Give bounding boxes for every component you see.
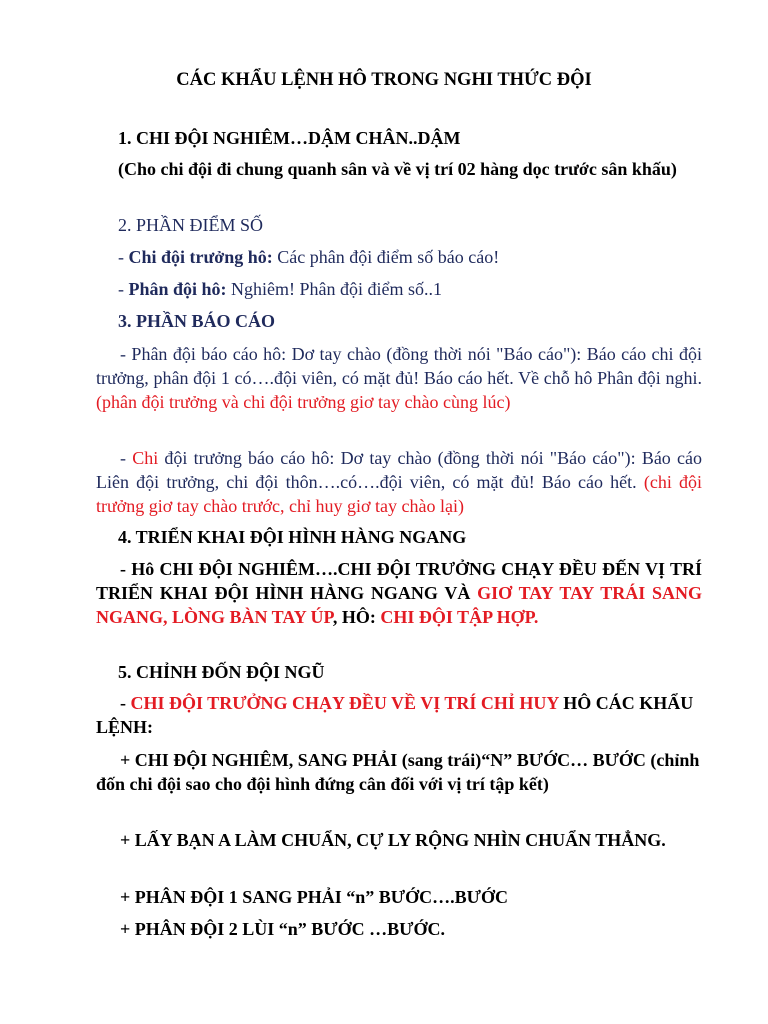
section-4-red-1: GIƠ TAY TAY TRÁI SANG NGANG, LÒNG BÀN TAY ÚP [96, 583, 703, 627]
section-3-paragraph-1 [96, 342, 702, 414]
section-3-p2-red-note: (chi đội trưởng giơ tay chào trước, chỉ huy giơ tay chào lại) [96, 472, 702, 516]
section-3-p2-text: đội trưởng báo cáo hô: Dơ tay chào (đồng thời nói "Báo cáo"): Báo cáo Liên đội trưởng, chi đội thôn….có….đội viên, có mặt đủ! Báo cáo hết. [96, 448, 702, 492]
section-5-paragraph-1 [96, 691, 702, 739]
section-2-line-1 [118, 245, 724, 269]
section-3-paragraph-2 [96, 446, 702, 518]
section-4-paragraph [96, 557, 702, 629]
section-3-heading: 3. PHẦN BÁO CÁO [118, 311, 275, 331]
chi-doi-truong-text: Các phân đội điểm số báo cáo! [272, 247, 500, 267]
section-4-text: - Hô CHI ĐỘI NGHIÊM….CHI ĐỘI TRƯỞNG CHẠY ĐỀU ĐẾN VỊ TRÍ TRIỂN KHAI ĐỘI HÌNH HÀNG NGANG VÀ [96, 559, 702, 603]
section-2-heading: 2. PHẦN ĐIỂM SỐ [118, 215, 264, 235]
dash: - [120, 693, 131, 713]
section-5-paragraph-5: + PHÂN ĐỘI 2 LÙI “n” BƯỚC …BƯỚC. [120, 919, 445, 939]
section-5-heading: 5. CHỈNH ĐỐN ĐỘI NGŨ [118, 662, 325, 682]
page-title: CÁC KHẨU LỆNH HÔ TRONG NGHI THỨC ĐỘI [176, 70, 592, 90]
section-5-p1-red: CHI ĐỘI TRƯỞNG CHẠY ĐỀU VỀ VỊ TRÍ CHỈ HUY [130, 693, 559, 713]
section-5-p1-text: HÔ CÁC KHẨU LỆNH: [96, 693, 694, 737]
section-5-paragraph-4: + PHÂN ĐỘI 1 SANG PHẢI “n” BƯỚC….BƯỚC [120, 887, 508, 907]
section-4-red-2: CHI ĐỘI TẬP HỢP. [380, 607, 539, 627]
section-1-note: (Cho chi đội đi chung quanh sân và về vị trí 02 hàng dọc trước sân khấu) [118, 159, 677, 179]
section-2-line-2 [118, 277, 724, 301]
section-1-heading: 1. CHI ĐỘI NGHIÊM…DẬM CHÂN..DẬM [118, 128, 461, 148]
section-3-p2-red-word: Chi [132, 448, 159, 468]
dash: - [120, 448, 133, 468]
section-5-paragraph-2: + CHI ĐỘI NGHIÊM, SANG PHẢI (sang trái)“N” BƯỚC… BƯỚC (chỉnh đốn chi đội sao cho đội hình đứng cân đối với vị trí tập kết) [96, 750, 700, 794]
section-4-heading: 4. TRIỂN KHAI ĐỘI HÌNH HÀNG NGANG [118, 527, 467, 547]
phan-doi-label: Phân đội hô: [128, 279, 227, 299]
section-3-p1-text: - Phân đội báo cáo hô: Dơ tay chào (đồng thời nói "Báo cáo"): Báo cáo chi đội trưởng, phân đội 1 có….đội viên, có mặt đủ! Báo cáo hết. Về chỗ hô Phân đội nghi. [96, 344, 702, 388]
section-4-mid: , HÔ: [332, 607, 381, 627]
phan-doi-text: Nghiêm! Phân đội điểm số..1 [226, 279, 443, 299]
dash: - [118, 247, 129, 267]
section-5-paragraph-3: + LẤY BẠN A LÀM CHUẨN, CỰ LY RỘNG NHÌN CHUẨN THẲNG. [120, 830, 666, 850]
dash: - [118, 279, 129, 299]
section-3-p1-red-note: (phân đội trưởng và chi đội trưởng giơ tay chào cùng lúc) [96, 392, 511, 412]
chi-doi-truong-label: Chi đội trưởng hô: [128, 247, 273, 267]
